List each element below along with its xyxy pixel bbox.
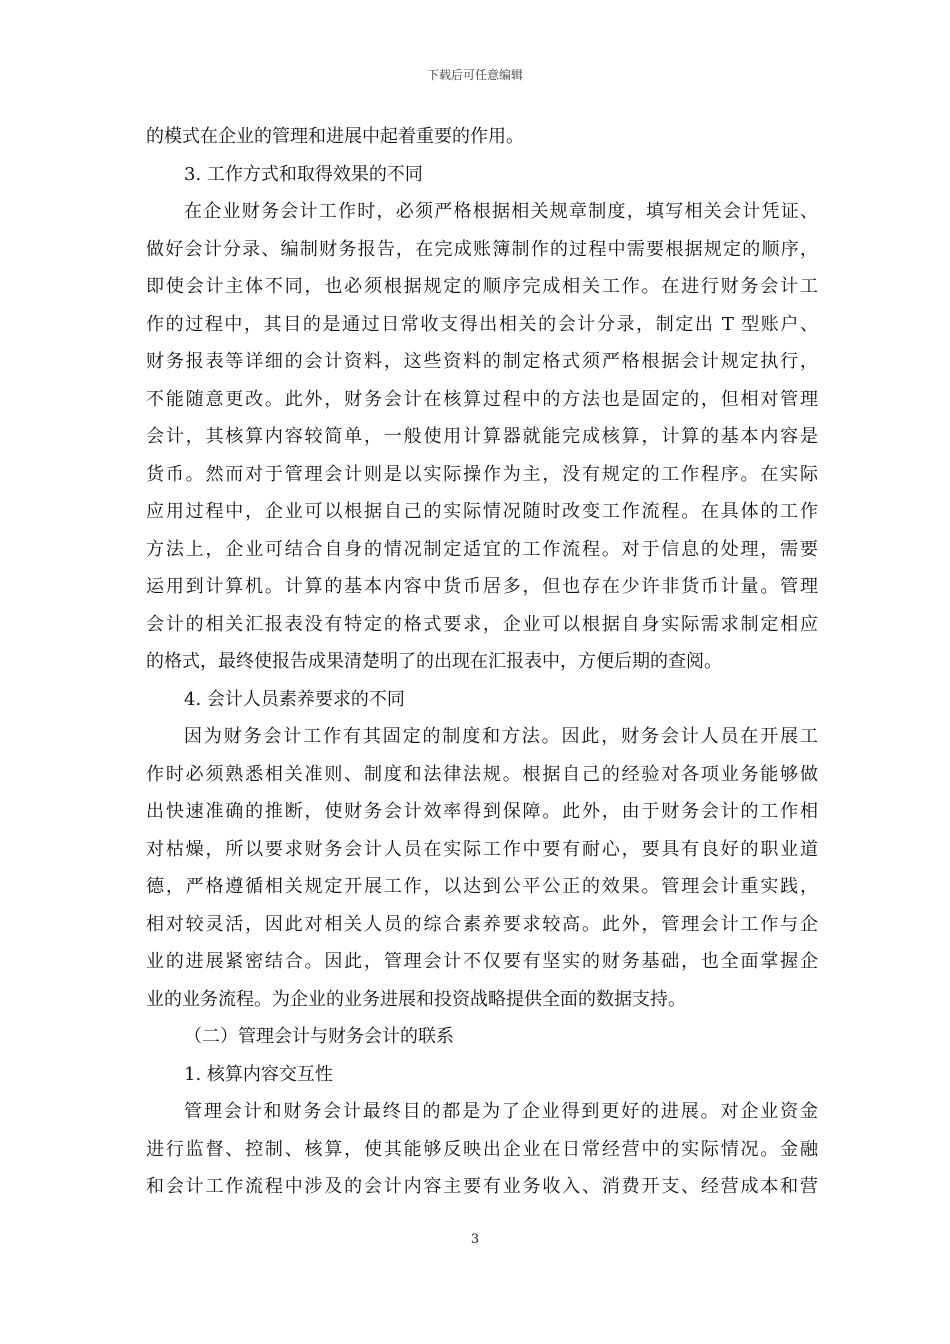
section-heading: 1. 核算内容交互性: [184, 1063, 333, 1085]
paragraph-line: 应用过程中，企业可以根据自己的实际情况随时改变工作流程。在具体的工作: [146, 501, 818, 522]
paragraph-line: 会计，其核算内容较简单，一般使用计算器就能完成核算，计算的基本内容是: [146, 426, 818, 447]
paragraph-line: 不能随意更改。此外，财务会计在核算过程中的方法也是固定的，但相对管理: [146, 388, 818, 410]
section-heading: （二）管理会计与财务会计的联系: [184, 1026, 454, 1047]
paragraph-line: 做好会计分录、编制财务报告，在完成账簿制作的过程中需要根据规定的顺序，: [146, 238, 818, 260]
paragraph-line: 的格式，最终使报告成果清楚明了的出现在汇报表中，方便后期的查阅。: [146, 651, 722, 672]
paragraph-line: 作的过程中，其目的是通过日常收支得出相关的会计分录，制定出 T 型账户、: [146, 313, 818, 335]
paragraph-line: 会计的相关汇报表没有特定的格式要求，企业可以根据自身实际需求制定相应: [146, 613, 818, 635]
page-number: 3: [470, 1232, 480, 1247]
paragraph-line: 财务报表等详细的会计资料，这些资料的制定格式须严格根据会计规定执行，: [146, 351, 818, 372]
paragraph-line: 业的进展紧密结合。因此，管理会计不仅要有坚实的财务基础，也全面掌握企: [146, 951, 818, 972]
paragraph-line: 进行监督、控制、核算，使其能够反映出企业在日常经营中的实际情况。金融: [146, 1138, 818, 1160]
paragraph-line: 运用到计算机。计算的基本内容中货币居多，但也存在少许非货币计量。管理: [146, 576, 818, 597]
paragraph-line: 因为财务会计工作有其固定的制度和方法。因此，财务会计人员在开展工: [184, 726, 818, 747]
section-heading: 3. 工作方式和取得效果的不同: [184, 163, 423, 185]
paragraph-line: 德，严格遵循相关规定开展工作，以达到公平公正的效果。管理会计重实践，: [146, 876, 818, 897]
paragraph-line: 方法上，企业可结合自身的情况制定适宜的工作流程。对于信息的处理，需要: [146, 538, 818, 560]
paragraph-line: 即使会计主体不同，也必须根据规定的顺序完成相关工作。在进行财务会计工: [146, 276, 818, 297]
document-body: [146, 118, 818, 1206]
paragraph-line: 管理会计和财务会计最终目的都是为了企业得到更好的进展。对企业资金: [184, 1101, 818, 1122]
paragraph-line: 的模式在企业的管理和进展中起着重要的作用。: [146, 126, 524, 147]
paragraph-line: 业的业务流程。为企业的业务进展和投资战略提供全面的数据支持。: [146, 988, 686, 1010]
page-header: 下载后可任意编辑: [426, 68, 523, 82]
paragraph-line: 和会计工作流程中涉及的会计内容主要有业务收入、消费开支、经营成本和营: [146, 1176, 818, 1197]
paragraph-line: 相对较灵活，因此对相关人员的综合素养要求较高。此外，管理会计工作与企: [146, 913, 818, 935]
paragraph-line: 对枯燥，所以要求财务会计人员在实际工作中要有耐心，要具有良好的职业道: [146, 838, 818, 860]
paragraph-line: 货币。然而对于管理会计则是以实际操作为主，没有规定的工作程序。在实际: [146, 463, 818, 485]
paragraph-line: 在企业财务会计工作时，必须严格根据相关规章制度，填写相关会计凭证、: [184, 201, 818, 222]
section-heading: 4. 会计人员素养要求的不同: [184, 688, 405, 710]
paragraph-line: 作时必须熟悉相关准则、制度和法律法规。根据自己的经验对各项业务能够做: [146, 763, 818, 785]
paragraph-line: 出快速准确的推断，使财务会计效率得到保障。此外，由于财务会计的工作相: [146, 801, 818, 822]
